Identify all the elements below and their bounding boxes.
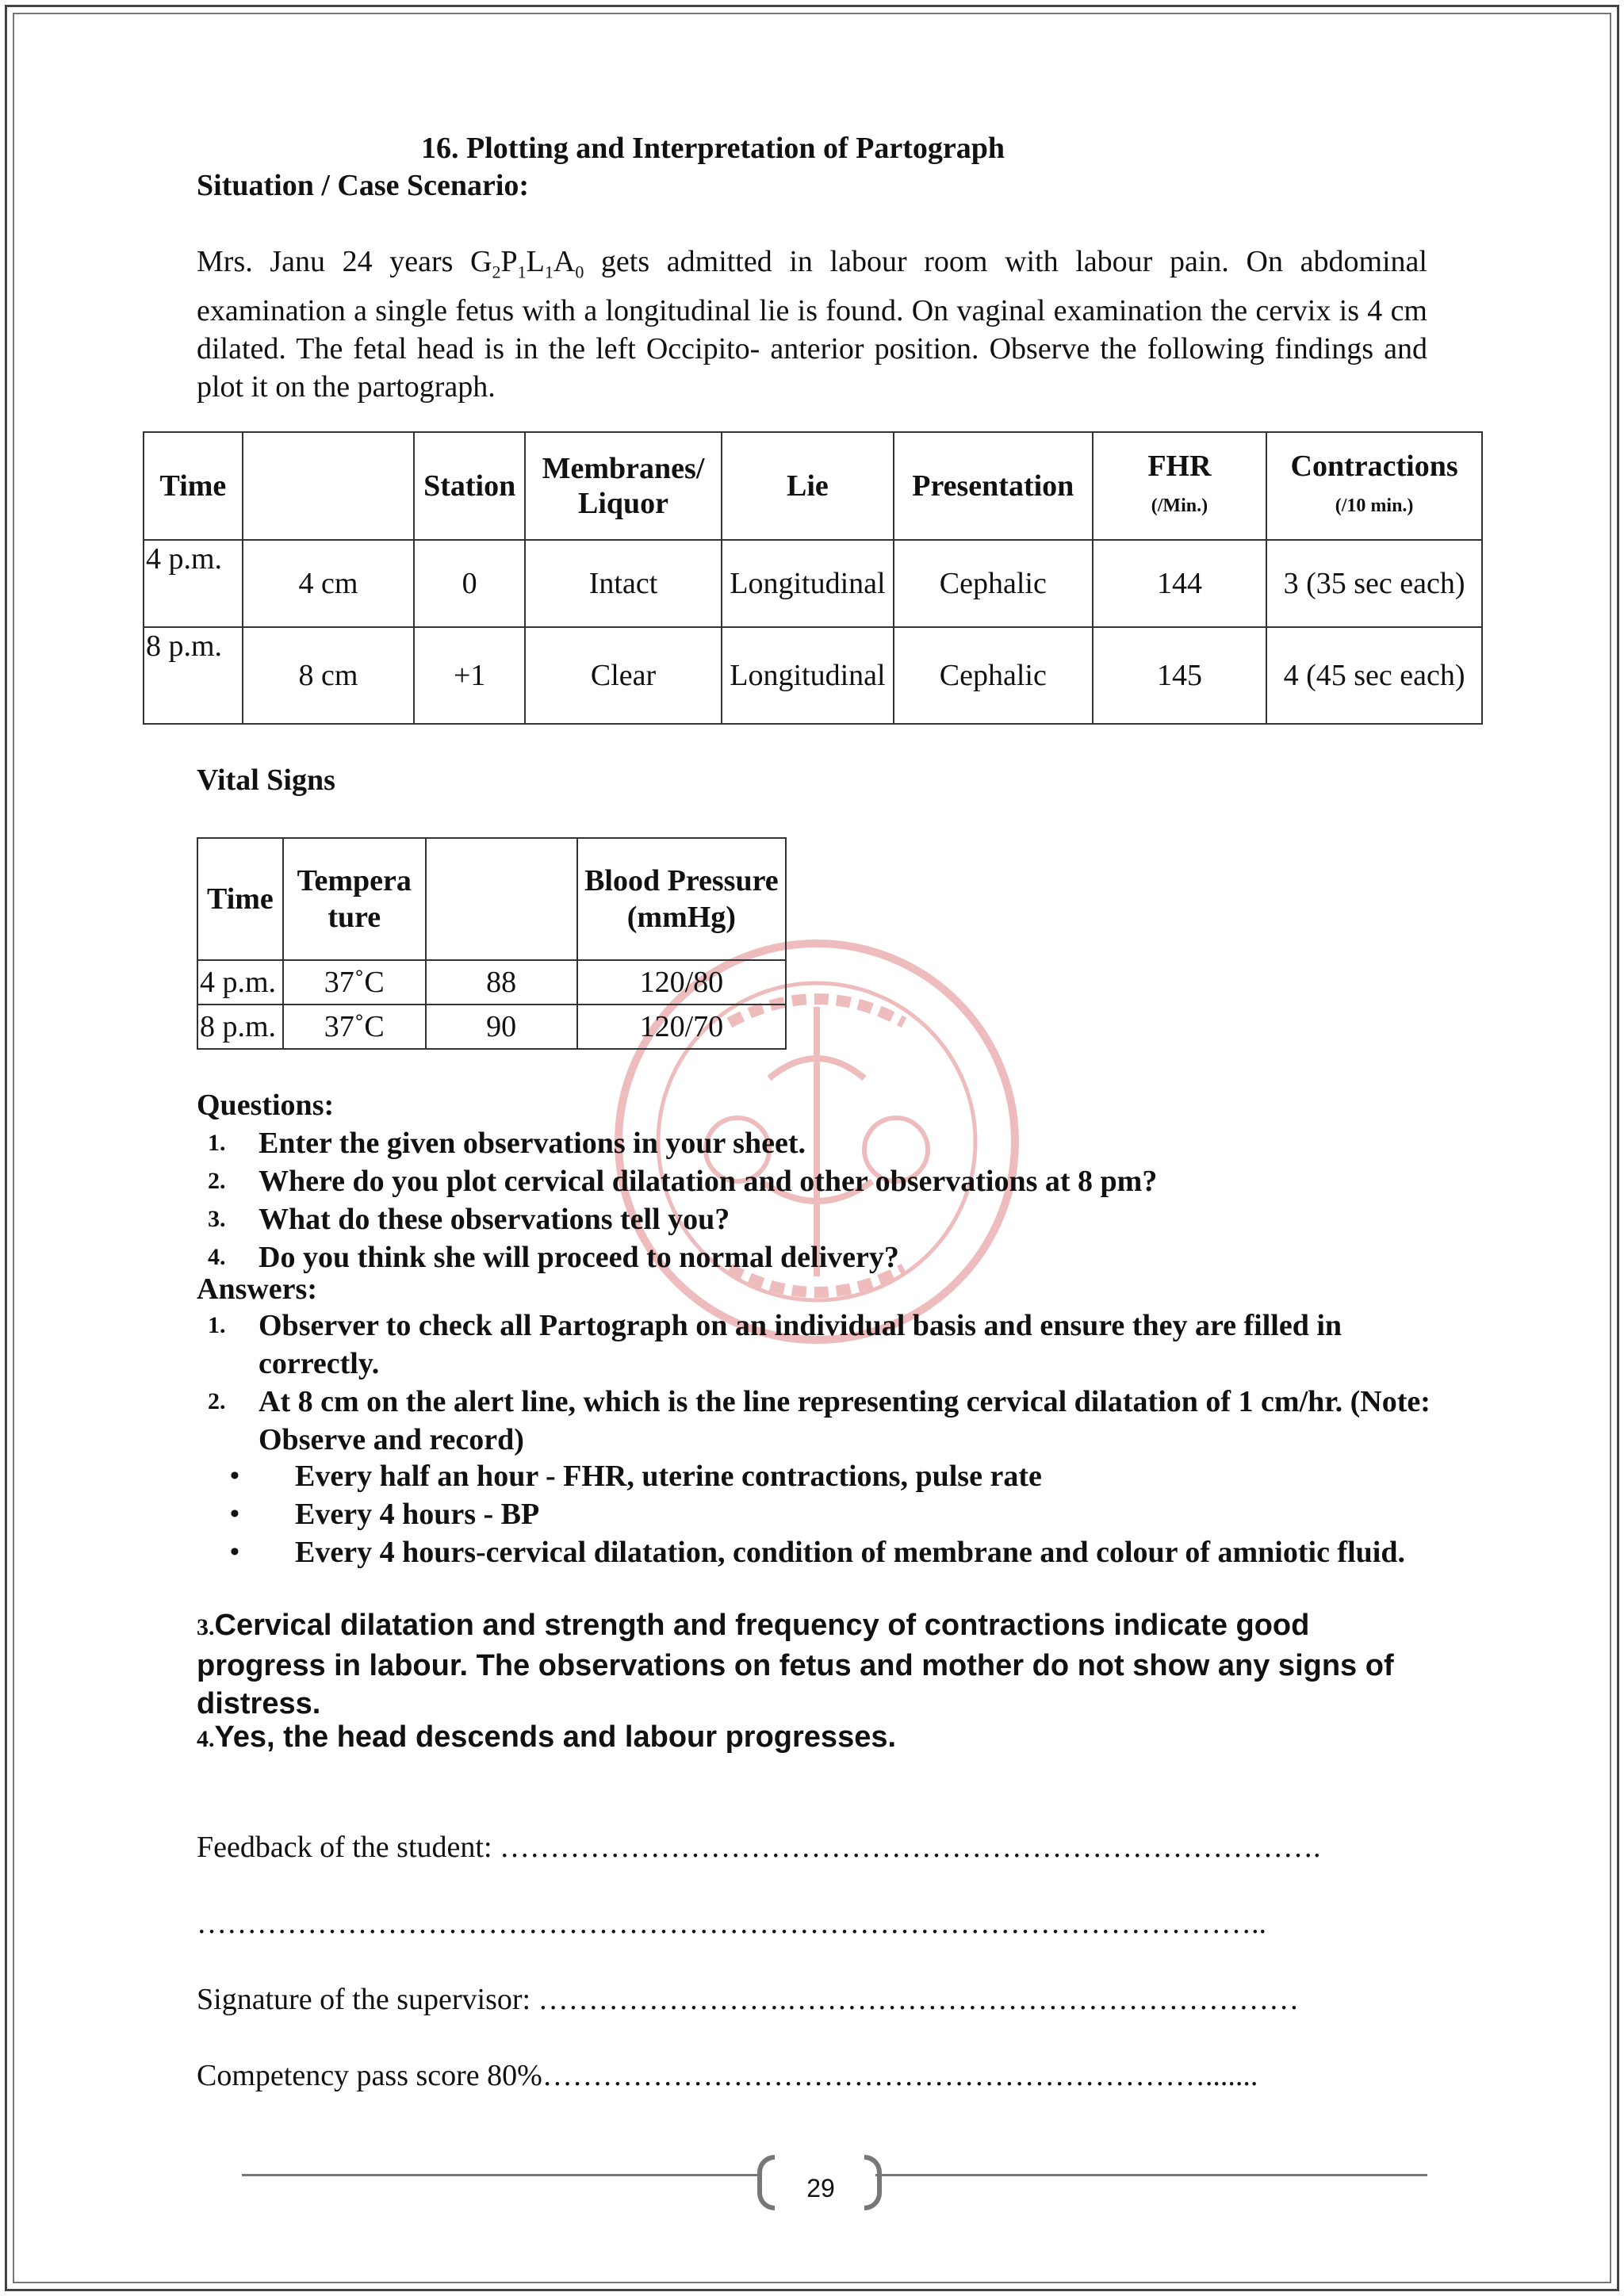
list-item [205, 1383, 1442, 1459]
cell-station: +1 [414, 627, 525, 724]
list-item [205, 1124, 1473, 1162]
feedback-line: Feedback of the student: ………………………………………………………………………. [197, 1831, 1321, 1864]
col-header-dilatation [243, 432, 414, 540]
fhr-label: FHR [1147, 450, 1212, 483]
bullet-item [230, 1457, 1435, 1495]
col-header-time: Time [197, 838, 283, 960]
parity-sub: 1 [517, 262, 527, 282]
col-header-lie: Lie [722, 432, 894, 540]
answers-heading: Answers: [197, 1272, 317, 1306]
questions-heading: Questions: [197, 1089, 335, 1122]
left-bracket-icon [757, 2155, 775, 2210]
gravida-sub: 2 [492, 262, 501, 282]
list-item [205, 1238, 1473, 1276]
scenario-heading: Situation / Case Scenario: [197, 169, 530, 202]
bullet-text: Every 4 hours-cervical dilatation, condition of membrane and colour of amniotic fluid. [295, 1536, 1405, 1569]
bullet-text: Every half an hour - FHR, uterine contractions, pulse rate [295, 1460, 1042, 1493]
answer-3 [197, 1606, 1434, 1723]
cell-time: 8 p.m. [144, 627, 243, 724]
intro-start: Mrs. Janu 24 years G [197, 245, 492, 278]
cell-time: 4 p.m. [197, 960, 283, 1004]
answer-text: At 8 cm on the alert line, which is the line representing cervical dilatation of 1 cm/hr. (Note: Observe and record) [259, 1385, 1431, 1456]
right-bracket-icon [864, 2155, 882, 2210]
abortion-sub: 0 [575, 262, 584, 282]
living-l: L [526, 245, 545, 278]
col-header-bp: Blood Pressure (mmHg) [577, 838, 786, 960]
cell-presentation: Cephalic [894, 627, 1093, 724]
cell-time: 8 p.m. [197, 1004, 283, 1049]
answer-text: Cervical dilatation and strength and frequency of contractions indicate good progress in labour. The observations on fetus and mother do not show any signs of distress. [197, 1609, 1394, 1720]
fhr-unit: (/Min.) [1151, 496, 1208, 516]
table-row [197, 960, 786, 1004]
feedback-continuation-line: …………………………………………………………………………………………….. [197, 1907, 1266, 1940]
bullet-icon: • [230, 1537, 239, 1567]
table-row [197, 1004, 786, 1049]
answer-text: Observer to check all Partograph on an individual basis and ensure they are filled in correctly. [259, 1309, 1342, 1380]
abortion-a: A [553, 245, 576, 278]
cell-presentation: Cephalic [894, 540, 1093, 627]
cell-lie: Longitudinal [722, 627, 894, 724]
list-item [205, 1307, 1442, 1383]
cell-time: 4 p.m. [144, 540, 243, 627]
cell-contractions: 4 (45 sec each) [1266, 627, 1482, 724]
answer-text: Yes, the head descends and labour progresses. [214, 1720, 897, 1754]
list-number: 4. [197, 1726, 215, 1752]
supervisor-signature-line: Signature of the supervisor: …………………….…………………………………………… [197, 1983, 1300, 2016]
table-row [144, 627, 1482, 724]
parity-p: P [500, 245, 518, 278]
col-header-membranes: Membranes/ Liquor [525, 432, 722, 540]
question-text: What do these observations tell you? [259, 1203, 730, 1236]
questions-list [205, 1124, 1473, 1276]
col-header-fhr [1093, 432, 1266, 540]
cell-lie: Longitudinal [722, 540, 894, 627]
col-header-station: Station [414, 432, 525, 540]
table-header-row [144, 432, 1482, 540]
bullet-item [230, 1533, 1435, 1571]
cell-temperature: 37˚C [283, 1004, 426, 1049]
list-number: 2. [208, 1388, 226, 1414]
cell-membranes: Intact [525, 540, 722, 627]
list-number: 3. [197, 1614, 215, 1640]
list-number: 2. [208, 1168, 226, 1194]
cell-bp: 120/70 [577, 1004, 786, 1049]
bullet-text: Every 4 hours - BP [295, 1498, 540, 1531]
living-sub: 1 [544, 262, 553, 282]
page-number: 29 [806, 2174, 835, 2202]
cell-bp: 120/80 [577, 960, 786, 1004]
vital-signs-table [197, 837, 787, 1050]
table-row [144, 540, 1482, 627]
col-header-temperature: Tempera ture [283, 838, 426, 960]
bullet-item [230, 1495, 1435, 1533]
cell-pulse: 88 [426, 960, 577, 1004]
cell-membranes: Clear [525, 627, 722, 724]
cell-dilatation: 4 cm [243, 540, 414, 627]
cell-temperature: 37˚C [283, 960, 426, 1004]
competency-score-line: Competency pass score 80%…………………………………………………………....... [197, 2059, 1258, 2092]
list-item [205, 1162, 1473, 1200]
bullet-icon: • [230, 1499, 239, 1529]
observation-bullets [230, 1457, 1435, 1571]
list-number: 3. [208, 1206, 226, 1232]
case-scenario-text [197, 243, 1427, 406]
page-title: 16. Plotting and Interpretation of Partograph [421, 132, 1005, 165]
question-text: Enter the given observations in your sheet. [259, 1127, 806, 1160]
footer-divider-right [875, 2174, 1427, 2176]
cell-contractions: 3 (35 sec each) [1266, 540, 1482, 627]
contractions-unit: (/10 min.) [1335, 496, 1414, 516]
observations-table [143, 431, 1483, 725]
col-header-contractions [1266, 432, 1482, 540]
footer-divider-left [242, 2174, 761, 2176]
col-header-pulse [426, 838, 577, 960]
question-text: Do you think she will proceed to normal delivery? [259, 1241, 899, 1274]
cell-fhr: 145 [1093, 627, 1266, 724]
cell-fhr: 144 [1093, 540, 1266, 627]
question-text: Where do you plot cervical dilatation and other observations at 8 pm? [259, 1165, 1158, 1198]
cell-pulse: 90 [426, 1004, 577, 1049]
col-header-presentation: Presentation [894, 432, 1093, 540]
bullet-icon: • [230, 1461, 239, 1490]
answer-4 [197, 1720, 896, 1755]
list-number: 1. [208, 1130, 226, 1156]
list-number: 4. [208, 1244, 226, 1270]
cell-dilatation: 8 cm [243, 627, 414, 724]
answers-list [205, 1307, 1442, 1459]
contractions-label: Contractions [1290, 450, 1458, 483]
vital-signs-heading: Vital Signs [197, 763, 335, 797]
list-number: 1. [208, 1312, 226, 1338]
intro-rest: gets admitted in labour room with labour pain. On abdominal examination a single fetus with a longitudinal lie is found. On vaginal examination the cervix is 4 cm dilated. The fetal head is in the left Occipito- anterior position. Observe the following findings and plot it on the partograph. [197, 245, 1427, 404]
list-item [205, 1200, 1473, 1238]
cell-station: 0 [414, 540, 525, 627]
table-header-row [197, 838, 786, 960]
col-header-time: Time [144, 432, 243, 540]
